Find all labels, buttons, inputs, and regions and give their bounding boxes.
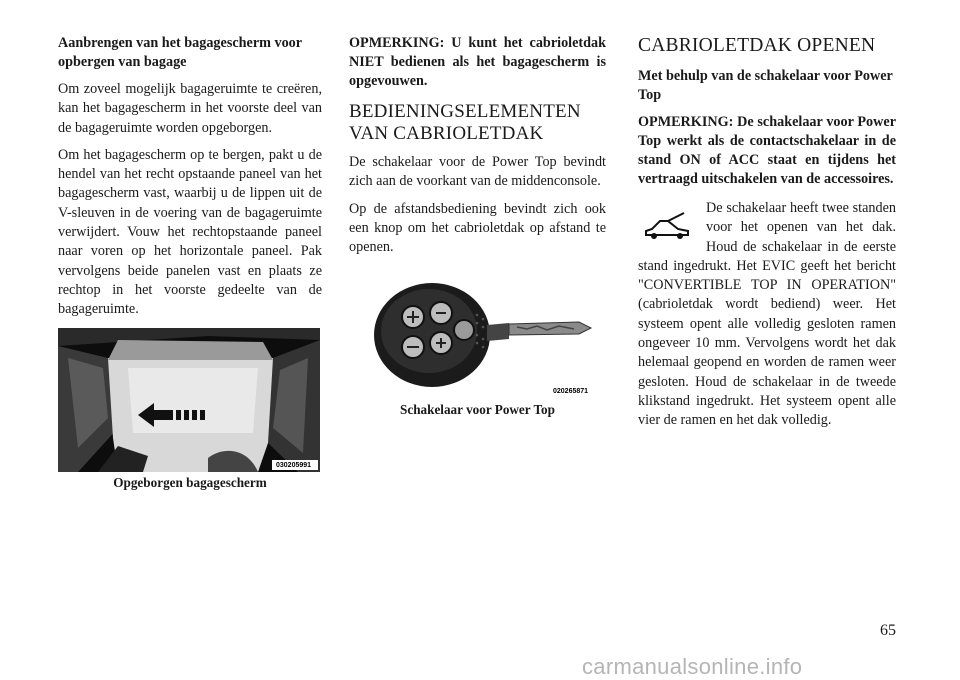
opening-procedure-text: De schakelaar heeft twee standen voor het openen van het dak. Houd de schakelaar in de eerste stand ingedrukt. Het EVIC geeft het bericht "CONVERTIBLE TOP IN OPERATION" (cabrioletdak wordt bediend) weer. Het systeem opent alle volledig gesloten ramen ongeveer 10 mm. Vervolgens wordt het dak helemaal geopend en worden de ramen weer gesloten. Houd de schakelaar in de tweede klikstand ingedrukt. Het systeem opent alle vier de ramen en het dak volledig. <box>638 200 896 429</box>
watermark: carmanualsonline.info <box>582 654 803 679</box>
paragraph-storage-steps: Om het bagagescherm op te bergen, pakt u de hendel van het recht opstaande paneel van het bagagescherm vast, waarbij u de lippen uit de V-sleuven in de voering van de bagageruimte verwijdert. Vouw het rechtopstaande paneel naar voren op het horizontale paneel. Pak vervolgens beide panelen vast en plaats ze rechtop in het voorste gedeelte van de bagageruimte. <box>58 146 322 318</box>
note-cargo-screen: OPMERKING: U kunt het cabrioletdak NIET bedienen als het bagagescherm is opgevouwen. <box>349 35 606 89</box>
key-fob-illustration <box>369 275 599 400</box>
column-right <box>638 34 896 439</box>
paragraph-switch-location: De schakelaar voor de Power Top bevindt zich aan de voorkant van de middenconsole. <box>349 154 606 190</box>
column-middle <box>349 34 606 418</box>
paragraph-storage-intro: Om zoveel mogelijk bagageruimte te creëren, kan het bagagescherm in het voorste deel van de bagageruimte worden opgeborgen. <box>58 81 322 136</box>
section-heading-controls: BEDIENINGSELEMENTEN VAN CABRIOLETDAK <box>349 101 581 144</box>
figure-id: 020265871 <box>553 388 589 396</box>
figure-caption: Schakelaar voor Power Top <box>400 402 555 418</box>
paragraph-remote-button: Op de afstandsbediening bevindt zich ook een knop om het cabrioletdak op afstand te openen. <box>349 200 606 256</box>
section-heading-opening: CABRIOLETDAK OPENEN <box>638 35 876 56</box>
column-left <box>58 34 322 491</box>
note-ignition: OPMERKING: De schakelaar voor Power Top werkt als de contactschakelaar in de stand ON of ACC staat en tijdens het vertraagd uitschakelen van de accessoires. <box>638 114 896 187</box>
page-number: 65 <box>880 622 896 639</box>
figure-caption: Opgeborgen bagagescherm <box>113 474 267 490</box>
subheading-power-top-switch: Met behulp van de schakelaar voor Power Top <box>638 68 893 103</box>
trunk-photo <box>58 328 320 472</box>
paragraph-opening-procedure <box>638 199 896 431</box>
section-heading-storage: Aanbrengen van het bagagescherm voor opbergen van bagage <box>58 35 302 70</box>
figure-id: 030205991 <box>276 461 312 469</box>
convertible-top-icon <box>638 203 698 253</box>
